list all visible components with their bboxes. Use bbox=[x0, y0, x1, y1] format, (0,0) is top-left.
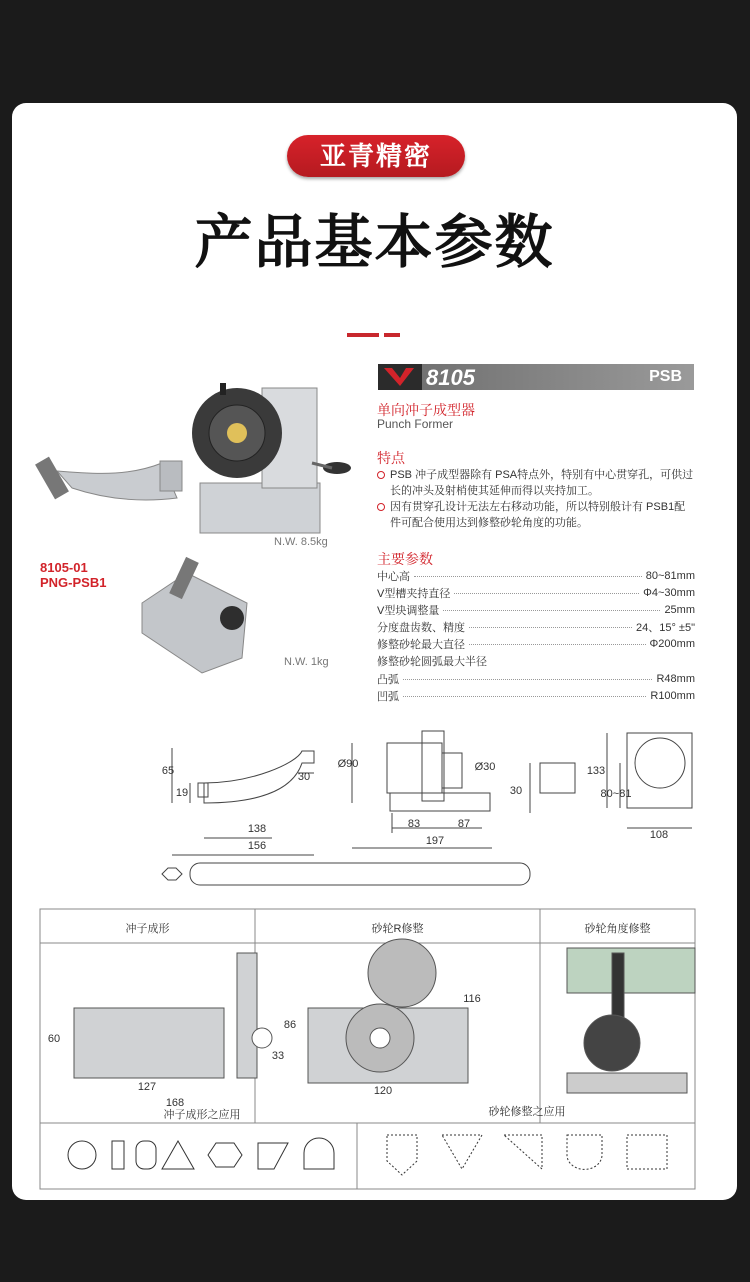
param-value: 24、15° ±5" bbox=[636, 622, 695, 634]
param-label: 修整砂轮圆弧最大半径 bbox=[377, 656, 487, 668]
dim-label: 133 bbox=[586, 765, 606, 777]
dim-label: 83 bbox=[407, 818, 421, 830]
dimension-drawings bbox=[162, 731, 692, 885]
application-drawings bbox=[74, 939, 695, 1093]
dim-label: 80~81 bbox=[600, 788, 632, 800]
product-name-en: Punch Former bbox=[377, 417, 454, 431]
caption: 冲子成形之应用 bbox=[163, 1109, 241, 1121]
param-label: 分度盘齿数、精度 bbox=[377, 622, 465, 634]
features-title: 特点 bbox=[377, 450, 405, 466]
param-value: R48mm bbox=[656, 673, 695, 685]
dim-label: 120 bbox=[373, 1085, 393, 1097]
caption: 砂轮修整之应用 bbox=[488, 1106, 566, 1118]
dim-label: 138 bbox=[247, 823, 267, 835]
param-value: 25mm bbox=[664, 604, 695, 616]
table-header: 砂轮R修整 bbox=[371, 923, 424, 935]
dim-label: 127 bbox=[137, 1081, 157, 1093]
param-value: Φ200mm bbox=[649, 638, 695, 650]
main-weight: N.W. 8.5kg bbox=[274, 536, 328, 548]
shape-samples bbox=[68, 1135, 667, 1175]
technical-drawings bbox=[12, 103, 737, 1200]
accessory-name: PNG-PSB1 bbox=[40, 575, 107, 590]
dim-label: 156 bbox=[247, 840, 267, 852]
product-name-cn: 单向冲子成型器 bbox=[377, 402, 475, 418]
table-header: 冲子成形 bbox=[125, 923, 170, 935]
dim-label: 116 bbox=[463, 993, 481, 1005]
dim-label: Ø30 bbox=[474, 761, 496, 773]
model-number: 8105 bbox=[426, 365, 475, 390]
table-header: 砂轮角度修整 bbox=[584, 923, 651, 935]
param-value: 80~81mm bbox=[645, 570, 695, 582]
accessory-weight: N.W. 1kg bbox=[284, 656, 329, 668]
params-title: 主要参数 bbox=[377, 551, 433, 567]
param-label: 凹弧 bbox=[377, 691, 399, 703]
dim-label: 86 bbox=[283, 1019, 297, 1031]
accessory-illustration bbox=[142, 557, 247, 673]
param-label: 中心高 bbox=[377, 571, 410, 583]
dim-label: 65 bbox=[161, 765, 175, 777]
param-value: Φ4~30mm bbox=[643, 587, 695, 599]
dim-label: 60 bbox=[47, 1033, 61, 1045]
model-code: PSB bbox=[649, 368, 682, 385]
dim-label: 87 bbox=[457, 818, 471, 830]
dim-label: 19 bbox=[175, 787, 189, 799]
page-title: 产品基本参数 bbox=[194, 210, 555, 275]
feature-text: 因有贯穿孔设计无法左右移动功能，所以特别般计有 PSB1配件可配合使用达到修整砂轮角度的功能。 bbox=[390, 501, 686, 529]
feature-text: PSB 冲子成型器除有 PSA特点外，特别有中心贯穿孔，可供过长的冲头及射梢使其延伸而得以夹持加工。 bbox=[390, 469, 694, 497]
dim-label: 30 bbox=[297, 771, 311, 783]
arm-part-illustration bbox=[35, 457, 182, 500]
dim-label: 168 bbox=[165, 1097, 185, 1109]
dim-label: 108 bbox=[649, 829, 669, 841]
brand-badge: 亚青精密 bbox=[287, 135, 465, 177]
dim-label: 197 bbox=[425, 835, 445, 847]
dim-label: 33 bbox=[271, 1050, 285, 1062]
param-label: 修整砂轮最大直径 bbox=[377, 639, 465, 651]
accessory-code: 8105-01 bbox=[40, 560, 88, 575]
dim-label: 30 bbox=[509, 785, 523, 797]
param-value: R100mm bbox=[650, 690, 695, 702]
product-card bbox=[12, 103, 737, 1200]
dim-label: Ø90 bbox=[337, 758, 359, 770]
param-label: V型槽夹持直径 bbox=[377, 588, 451, 600]
punch-former-illustration bbox=[192, 383, 351, 533]
param-label: 凸弧 bbox=[377, 674, 399, 686]
param-label: V型块调整量 bbox=[377, 605, 440, 617]
